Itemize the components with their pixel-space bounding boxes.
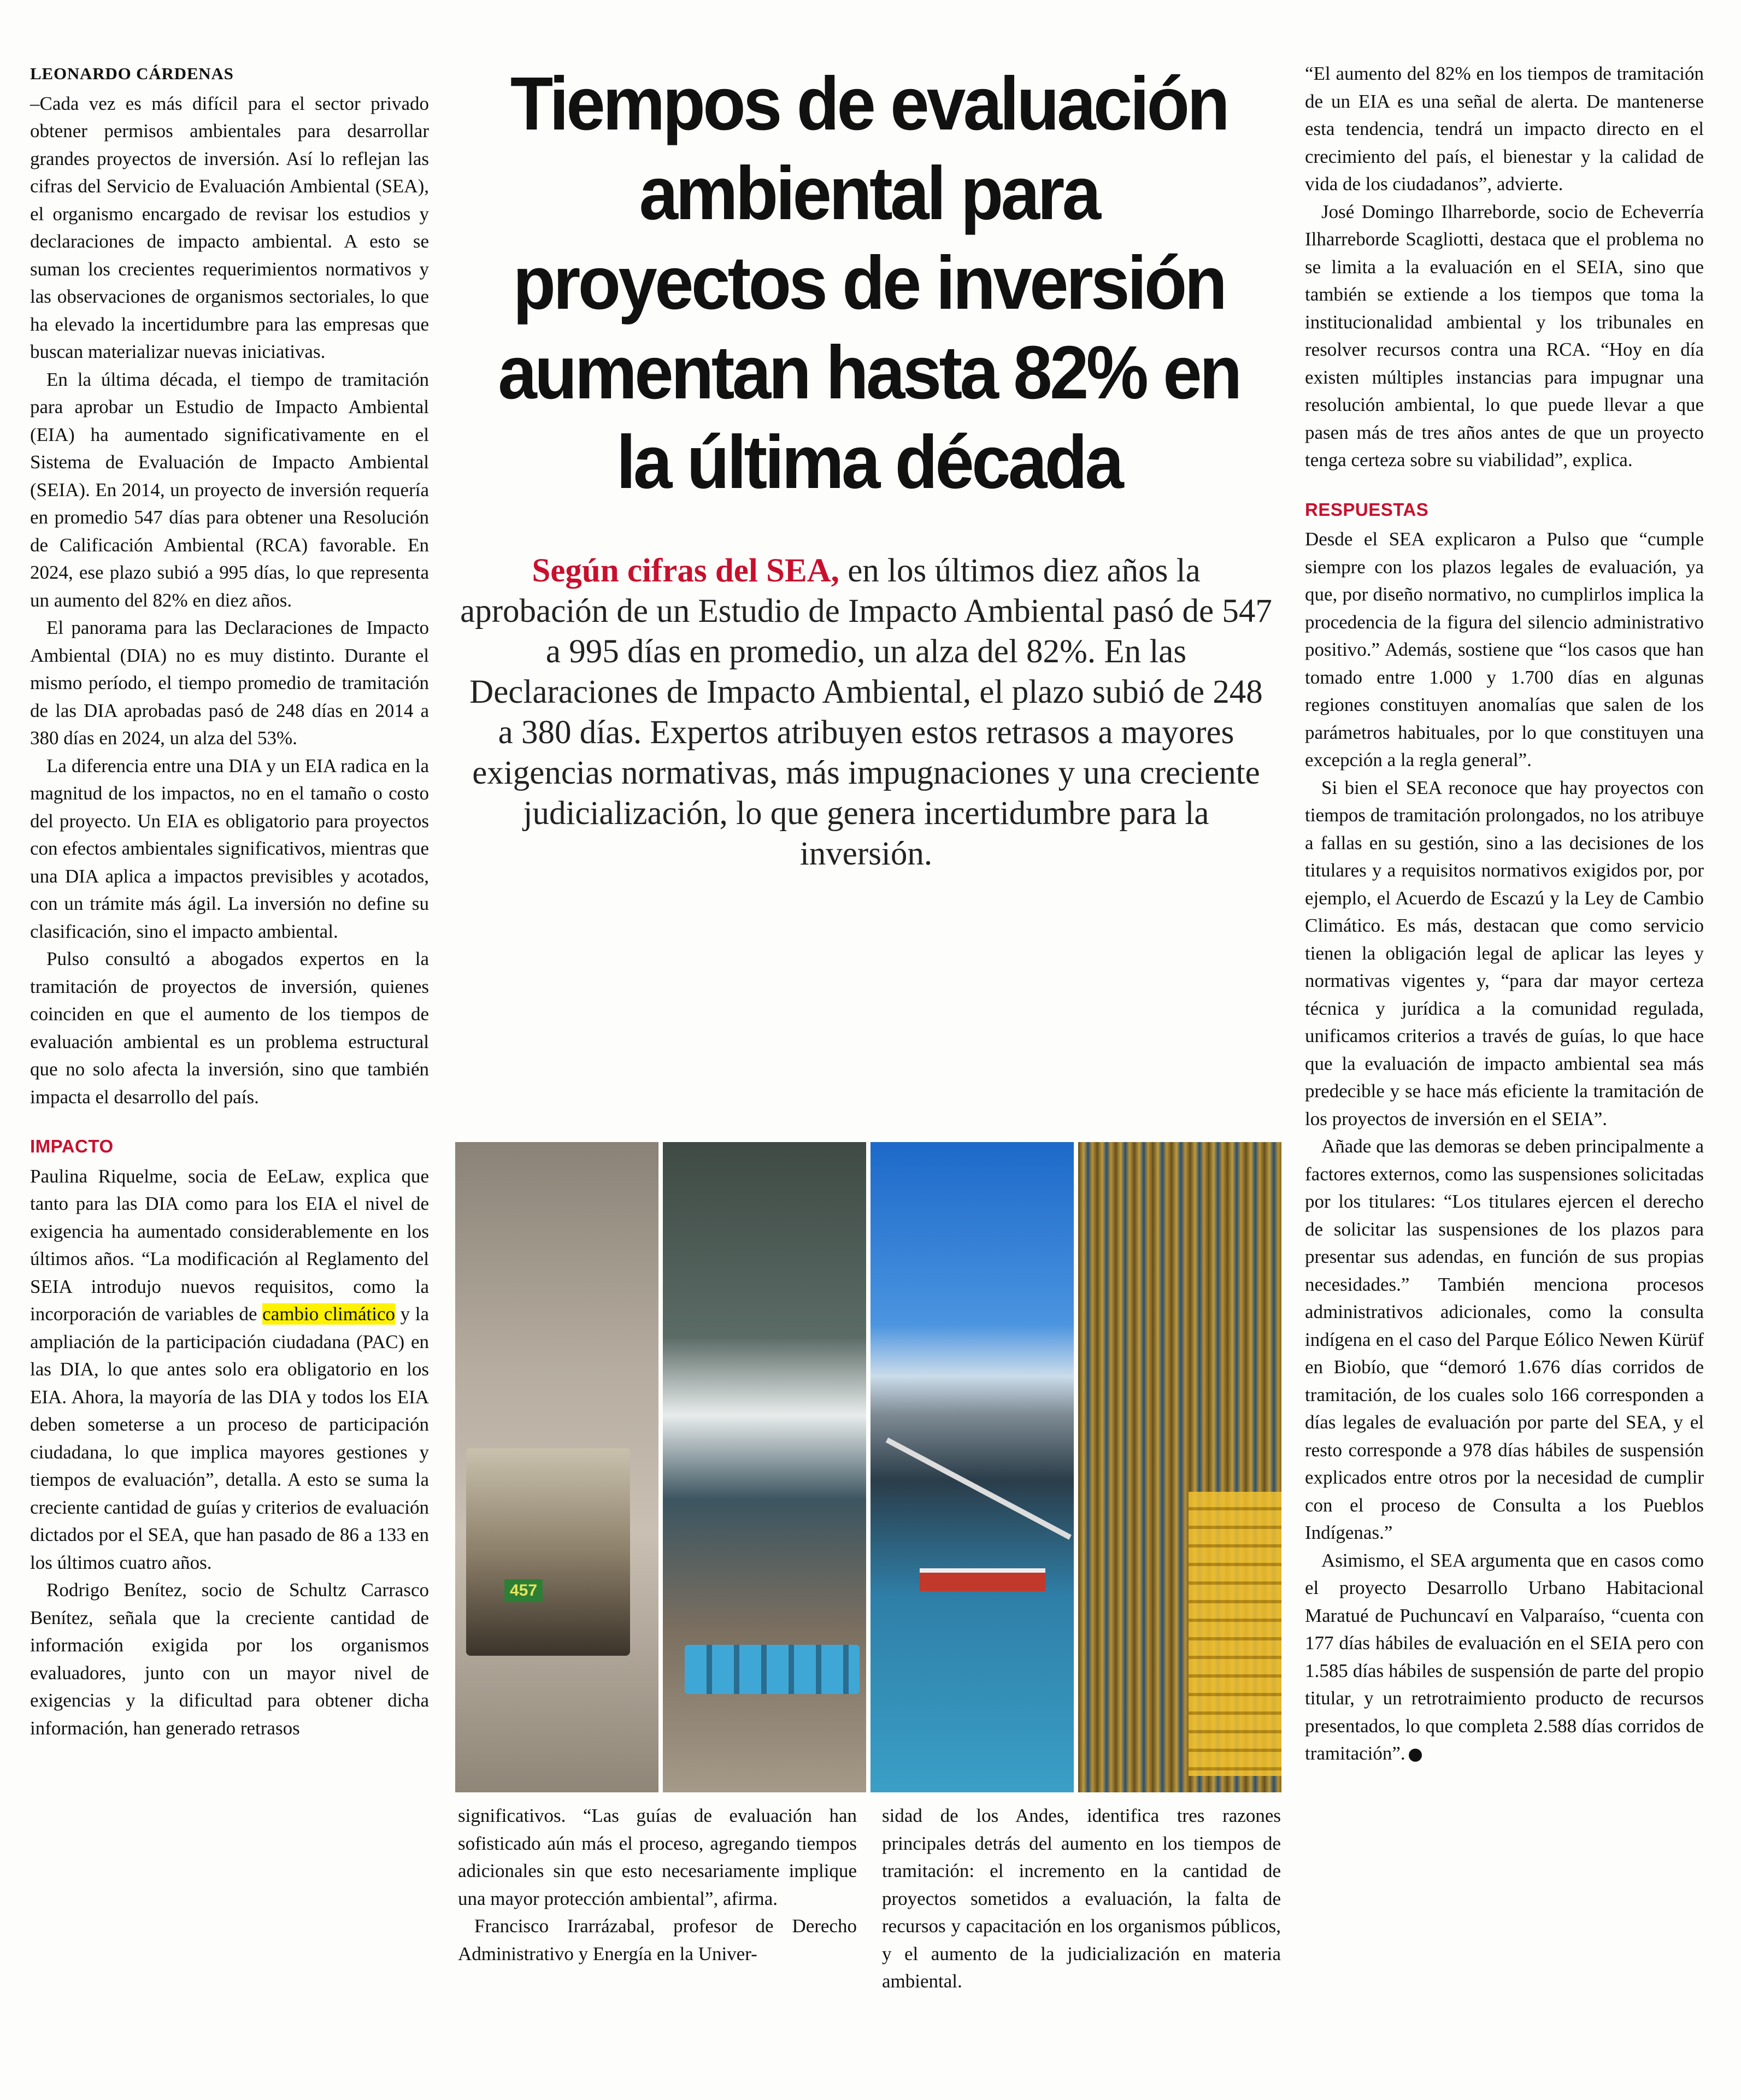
highlighted-text: cambio climático: [262, 1303, 396, 1325]
paragraph: [1305, 1547, 1704, 1768]
article-column-3-bottom: [882, 1802, 1281, 1996]
mining-truck-photo: [455, 1142, 658, 1792]
paragraph: Desde el SEA explicaron a Pulso que “cumple siempre con los plazos legales de evaluación, ya que, por diseño normativo, no cumplirlos implica la procedencia de la figura del silencio administrativo positivo.” Además, sostiene que “los casos que han tomado entre 1.000 y 1.700 días en algunas regiones constituyen anomalías que salen de los parámetros habituales, por lo que constituyen una excepción a la regla general”.: [1305, 528, 1704, 770]
paragraph: Si bien el SEA reconoce que hay proyectos con tiempos de tramitación prolongados, no los atribuye a fallas en su gestión, sino a las decisiones de los titulares y a requisitos normativos exigidos por, por ejemplo, el Acuerdo de Escazú y la Ley de Cambio Climático. Es más, destacan que como servicio tienen la obligación legal de aplicar las leyes y normativas vigentes y, “para dar mayor certeza técnica y jurídica a la comunidad regulada, unificamos criterios a través de guías, lo que hace que la evaluación de impacto ambiental sea más predecible y se hace más eficiente la tramitación de los proyectos de inversión en el SEIA”.: [1305, 777, 1704, 1130]
port-terminal-photo: [871, 1142, 1074, 1792]
text-run: y la ampliación de la participación ciudadana (PAC) en las DIA, lo que antes solo era obligatorio en los EIA. Ahora, la mayoría de las DIA y todos los EIA deben someterse a un proceso de participación ciudadana, lo que implica mayores gestiones y tiempos de evaluación”, detalla. A esto se suma la creciente cantidad de guías y criterios de evaluación dictados por el SEA, que han pasado de 86 a 133 en los últimos cuatro años.: [30, 1303, 429, 1573]
cable-lights: [1189, 1492, 1281, 1776]
section-heading-respuestas: RESPUESTAS: [1305, 499, 1429, 520]
electrical-cables-photo: [1078, 1142, 1281, 1792]
paragraph: significativos. “Las guías de evaluación han sofisticado aún más el proceso, agregando tiempos adicionales sin que esto necesariamente implique una mayor protección ambiental”, afirma.: [458, 1805, 857, 1909]
paragraph: El panorama para las Declaraciones de Impacto Ambiental (DIA) no es muy distinto. Durante el mismo período, el tiempo promedio de tramitación de las DIA aprobadas pasó de 248 días en 2014 a 380 días en 2024, un alza del 53%.: [30, 617, 429, 749]
paragraph: En la última década, el tiempo de tramitación para aprobar un Estudio de Impacto Ambiental (EIA) ha aumentado significativamente en el Sistema de Evaluación de Impacto Ambiental (SEIA). En 2014, un proyecto de inversión requería en promedio 547 días para obtener una Resolución de Calificación Ambiental (RCA) favorable. En 2024, ese plazo subió a 995 días, lo que representa un aumento del 82% en diez años.: [30, 368, 429, 611]
paragraph: Rodrigo Benítez, socio de Schultz Carrasco Benítez, señala que la creciente cantidad de información exigida por los organismos evaluadores, junto con un mayor nivel de exigencias y la dificultad para obtener dicha información, han generado retrasos: [30, 1579, 429, 1739]
lead-kicker: Según cifras del SEA,: [532, 552, 839, 589]
text-run: Asimismo, el SEA argumenta que en casos como el proyecto Desarrollo Urbano Habitacional Maratué de Puchuncaví en Valparaíso, “cuenta con 177 días hábiles de evaluación en el SEIA pero con 1.585 días hábiles de suspensión de parte del propio titular, y un retrotraimiento producto de recursos presentados, lo que completa 2.588 días corridos de tramitación”.: [1305, 1549, 1704, 1764]
pier: [886, 1438, 1072, 1540]
photo-collage: [455, 1142, 1281, 1792]
article-column-2-bottom: [458, 1802, 857, 1968]
lead-paragraph: [459, 551, 1273, 874]
author-byline: LEONARDO CÁRDENAS: [30, 64, 234, 83]
paragraph: “El aumento del 82% en los tiempos de tramitación de un EIA es una señal de alerta. De mantenerse esta tendencia, tendrá un impacto directo en el crecimiento del país, el bienestar y la calidad de vida de los ciudadanos”, advierte.: [1305, 63, 1704, 195]
truck-number: 457: [504, 1579, 543, 1602]
paragraph: Francisco Irarrázabal, profesor de Derecho Administrativo y Energía en la Univer-: [458, 1915, 857, 1964]
end-mark-icon: P: [1409, 1749, 1422, 1762]
paragraph: José Domingo Ilharreborde, socio de Echeverría Ilharreborde Scagliotti, destaca que el problema no se limita a la evaluación en el SEIA, sino que también se extiende a los tiempos que toma la institucionalidad ambiental y los tribunales en resolver recursos contra una RCA. “Hoy en día existen múltiples instancias para impugnar una resolución ambiental, lo que puede llevar a que pasen más de tres años antes de que un proyecto tenga certeza sobre su viabilidad”, explica.: [1305, 201, 1704, 470]
article-column-1: [30, 60, 429, 1742]
text-run: Paulina Riquelme, socia de EeLaw, explica que tanto para las DIA como para los EIA el nivel de exigencia ha aumentado considerablemente en los últimos años. “La modificación al Reglamento del SEIA introdujo nuevos requisitos, como la incorporación de variables de: [30, 1165, 429, 1325]
paragraph: La diferencia entre una DIA y un EIA radica en la magnitud de los impactos, no en el tamaño o costo del proyecto. Un EIA es obligatorio para proyectos con efectos ambientales significativos, mientras que una DIA aplica a impactos previsibles y acotados, con un trámite más ágil. La inversión no define su clasificación, sino el impacto ambiental.: [30, 755, 429, 942]
lead-text: en los últimos diez años la aprobación de un Estudio de Impacto Ambiental pasó de 547 a 995 días en promedio, un alza del 82%. En las Declaraciones de Impacto Ambiental, el plazo subió de 248 a 380 días. Expertos atribuyen estos retrasos a mayores exigencias normativas, más impugnaciones y una creciente judicialización, lo que genera incertidumbre para la inversión.: [460, 552, 1272, 872]
paragraph: Pulso consultó a abogados expertos en la tramitación de proyectos de inversión, quienes coinciden en que el aumento de los tiempos de evaluación ambiental es un problema estructural que no solo afecta la inversión, sino que también impacta el desarrollo del país.: [30, 948, 429, 1108]
water-tanks: [685, 1645, 860, 1694]
ship: [920, 1568, 1045, 1591]
paragraph: Añade que las demoras se deben principalmente a factores externos, como las suspensiones solicitadas por los titulares: “Los titulares ejercen el derecho de solicitar las suspensiones de los plazos para presentar sus adendas, en función de sus propias necesidades.” También menciona procesos administrativos adicionales, como la consulta indígena en el caso del Parque Eólico Newen Kürüf en Biobío, que “demoró 1.676 días corridos de tramitación, de los cuales solo 166 corresponden a días legales de evaluación por parte del SEA, y el resto corresponde a 978 días hábiles de suspensión explicados entre otros por la necesidad de cumplir con el proceso de Consulta a los Pueblos Indígenas.”: [1305, 1136, 1704, 1543]
paragraph: [30, 1163, 429, 1577]
paragraph: sidad de los Andes, identifica tres razones principales detrás del aumento en los tiempos de tramitación: el incremento en la cantidad de proyectos sometidos a evaluación, la falta de recursos y capacitación en los organismos públicos, y el aumento de la judicialización en materia ambiental.: [882, 1805, 1281, 1992]
headline: Tiempos de evaluación ambiental para proyectos de inversión aumentan hasta 82% en la última década: [498, 62, 1240, 504]
article-column-4: [1305, 60, 1704, 1768]
paragraph: –Cada vez es más difícil para el sector privado obtener permisos ambientales para desarrollar grandes proyectos de inversión. Así lo reflejan las cifras del Servicio de Evaluación Ambiental (SEA), el organismo encargado de revisar los estudios y declaraciones de impacto ambiental. A esto se suman los crecientes requerimientos normativos y las observaciones de organismos sectoriales, lo que ha elevado la incertidumbre para las empresas que buscan materializar nuevas iniciativas.: [30, 92, 429, 362]
mining-truck: [466, 1448, 630, 1656]
coastal-plant-photo: [663, 1142, 866, 1792]
section-heading-impacto: IMPACTO: [30, 1136, 114, 1156]
